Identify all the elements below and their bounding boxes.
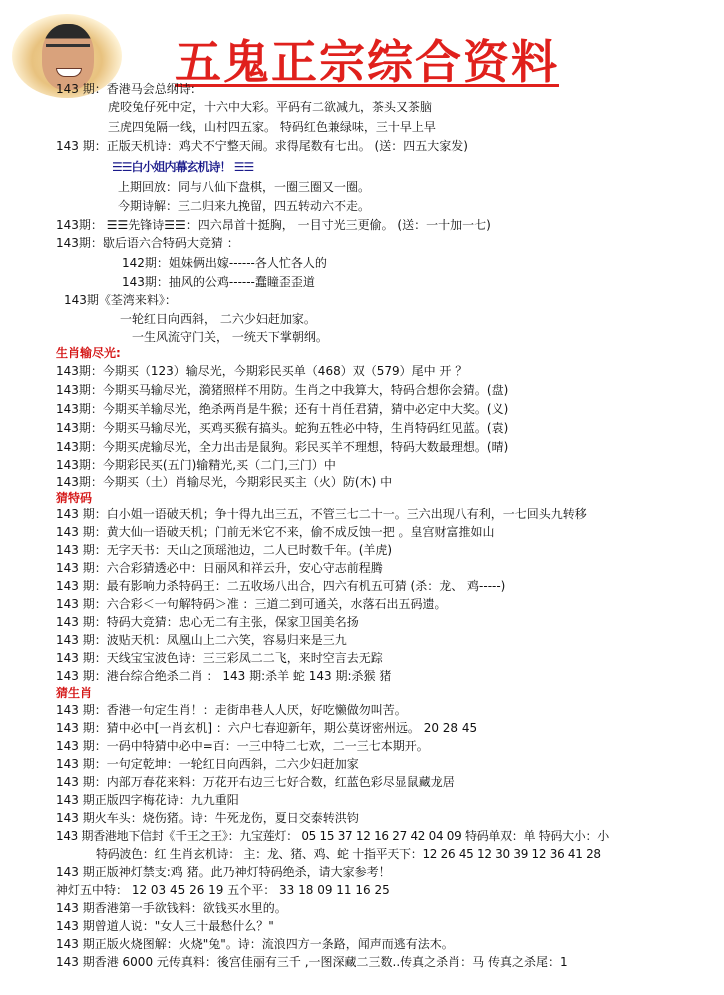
text-line: 143期：今期买羊输尽光，绝杀两肖是牛猴；还有十肖任君猜，猜中必定中大奖。(义) [56, 402, 509, 416]
text-line: 143 期：香港一句定生肖！：走街串巷人人厌，好吃懒做勿叫苦。 [56, 703, 407, 717]
text-line: 神灯五中特： 12 03 45 26 19 五个平： 33 18 09 11 16 25 [56, 883, 390, 897]
text-line: 143 期火车头：烧伤猪。诗：牛死龙伤，夏日交泰转洪钧 [56, 811, 359, 825]
text-line: 143期：今期买马输尽光，买鸡买猴有搞头。蛇狗五牲必中特，生肖特码红见蓝。(袁) [56, 421, 509, 435]
text-line: 一生风流守门关， 一统天下掌朝纲。 [132, 330, 328, 344]
text-line: 143 期正版四字梅花诗：九九重阳 [56, 793, 239, 807]
text-line: 143 期香港 6000 元传真料：後宫佳丽有三千 ,一图深藏二三数..传真之杀肖：马 传真之杀尾：1 [56, 955, 568, 969]
section-heading: 生肖输尽光: [56, 346, 121, 360]
text-line: 142期：姐妹俩出嫁------各人忙各人的 [122, 256, 327, 270]
text-line: 虎咬兔仔死中定，十六中大彩。平码有二欲减九，茶头又茶脑 [108, 100, 433, 114]
text-line: 143 期：六合彩猜透必中：日丽风和祥云升，安心守志前程腾 [56, 561, 383, 575]
text-line: 143期：今期买（123）输尽光，今期彩民买单（468）双（579）尾中 开 ？ [56, 364, 468, 378]
text-line: 三虎四兔隔一线，山村四五家。 特码红色兼绿味，三十早上早 [108, 120, 436, 134]
text-line: 143期：今期买马输尽光，漪猪照样不用防。生肖之中我算大，特码合想你会猜。(盘) [56, 383, 509, 397]
text-line: 143 期：猜中必中[一肖玄机] ：六户七春迎新年，期公莫讶密州远。 20 28 45 [56, 721, 478, 735]
text-line: 特码波色：红 生肖玄机诗： 主：龙、猪、鸡、蛇 十指平天下：12 26 45 12 30 39 12 36 41 28 [96, 847, 601, 861]
text-line: 143 期：内部万春花来料：万花开右边三七好合数，红蓝色彩尽显鼠藏龙居 [56, 775, 455, 789]
text-line: 143 期：一句定乾坤：一轮红日向西斜，二六少妇赶加家 [56, 757, 359, 771]
text-line: 143 期：波贴天机：凤凰山上二六笑，容易归来是三九 [56, 633, 347, 647]
text-line: 143 期：六合彩＜一句解特码＞准 ：三道二到可通关，水落石出五码遗。 [56, 597, 447, 611]
text-line: 143 期正版火烧图解：火烧"兔"。诗：流浪四方一条路，闻声而逃有法木。 [56, 937, 454, 951]
text-line: 一轮红日向西斜， 二六少妇赶加家。 [120, 312, 316, 326]
text-line: ☰☰白小姐内幕玄机诗！ ☰☰ [112, 160, 254, 174]
page-title: 五鬼正宗综合资料 [175, 35, 559, 89]
text-line: 143期： ☰☰先锋诗☰☰：四六昂首十挺胸， 一目寸光三更偷。 (送：一十加一七) [56, 218, 491, 232]
text-line: 今期诗解：三二归来九挽留，四五转动六不走。 [118, 199, 371, 213]
text-line: 143 期：黄大仙一语破天机；门前无米它不来，偷不成反蚀一把 。皇宫财富推如山 [56, 525, 495, 539]
text-line: 143 期：香港马会总纲诗: [56, 82, 195, 96]
text-line: 143 期：最有影响力杀特码王：二五收场八出合，四六有机五可猜 (杀：龙、 鸡-----) [56, 579, 506, 593]
text-line: 143期：抽风的公鸡------蠢瞳歪歪道 [122, 275, 315, 289]
text-line: 143 期：白小姐一语破天机；争十得九出三五，不管三七二十一。三六出现八有利，一七回头九转移 [56, 507, 587, 521]
text-line: 143期：今期彩民买(五门)输精光,买（二门,三门）中 [56, 458, 336, 472]
text-line: 143 期：无字天书：天山之顶瑶池边，二人已时数千年。(羊虎) [56, 543, 393, 557]
text-line: 上期回放：同与八仙下盘棋，一圈三圈又一圈。 [118, 180, 371, 194]
text-line: 143 期：天线宝宝波色诗：三三彩凤二二飞，来时空言去无踪 [56, 651, 383, 665]
text-line: 143 期：正版天机诗：鸡犬不宁整天闹。求得尾数有七出。 (送：四五大家发) [56, 139, 468, 153]
glasses-icon [46, 44, 90, 57]
text-line: 143 期正版神灯禁支:鸡 猪。此乃神灯特码绝杀，请大家参考！ [56, 865, 391, 879]
text-line: 143 期：一码中特猜中必中=百：一三中特二七欢，二一三七本期开。 [56, 739, 429, 753]
text-line: 143 期曾道人说："女人三十最愁什么？" [56, 919, 274, 933]
section-heading: 猜生肖 [56, 686, 93, 700]
text-line: 143 期：港台综合绝杀二肖 ： 143 期:杀羊 蛇 143 期:杀猴 猪 [56, 669, 392, 683]
section-heading: 猜特码 [56, 491, 93, 505]
text-line: 143期：今期买虎输尽光，全力出击是鼠狗。彩民买羊不理想，特码大数最理想。(晴) [56, 440, 509, 454]
text-line: 143期：歇后语六合特码大竞猜 ： [56, 236, 239, 250]
text-line: 143 期香港地下信封《千王之王》：九宝莲灯： 05 15 37 12 16 27 42 04 09 特码单双：单 特码大小：小 [56, 829, 609, 843]
text-line: 143期：今期买（土）肖输尽光，今期彩民买主（火）防(木) 中 [56, 475, 393, 489]
text-line: 143 期：特码大竞猜：忠心无二有主张，保家卫国美名扬 [56, 615, 359, 629]
text-line: 143 期香港第一手欲钱料：欲钱买水里的。 [56, 901, 287, 915]
text-line: 143期《荃湾来料》： [64, 293, 177, 307]
